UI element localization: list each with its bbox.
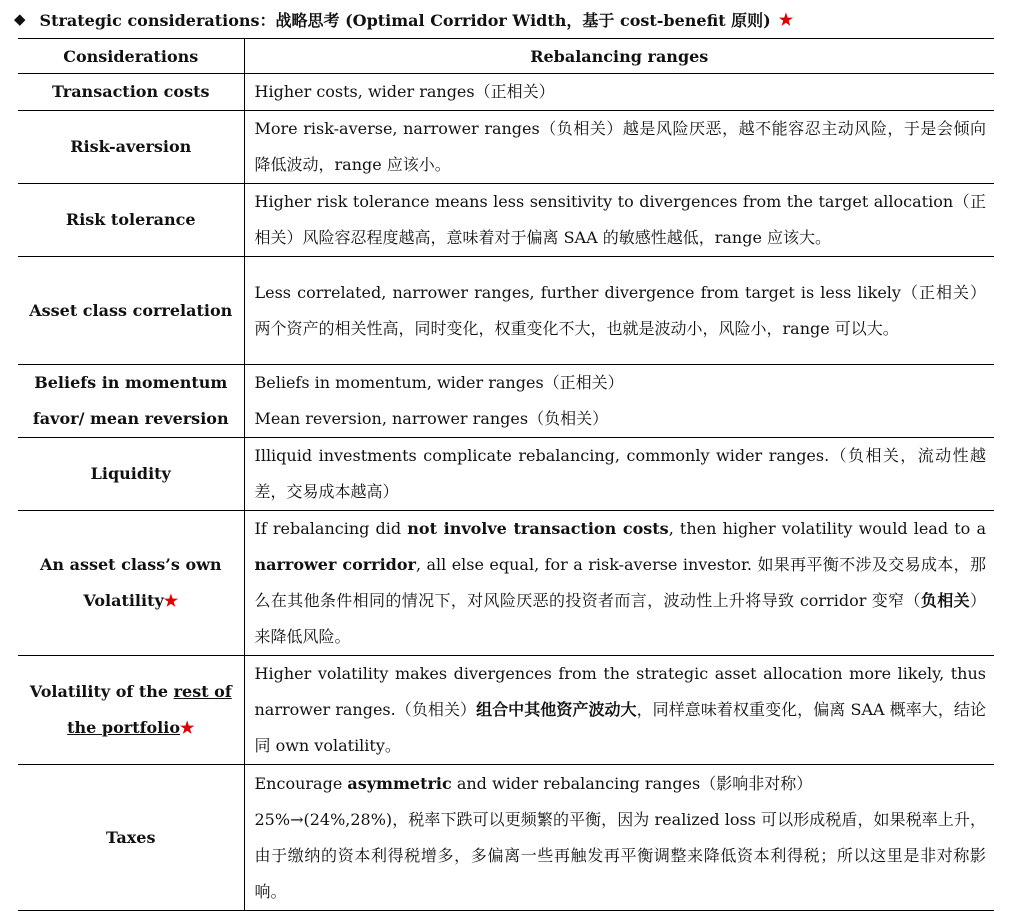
table-header-row bbox=[18, 39, 994, 74]
row-label-momentum bbox=[18, 365, 244, 438]
own-vol-text-g: ）来降低风险。 bbox=[254, 591, 986, 646]
table-row bbox=[18, 656, 994, 765]
row-text-momentum bbox=[244, 365, 994, 438]
rest-vol-label-b: rest of bbox=[173, 682, 232, 701]
own-vol-text-f: 负相关 bbox=[920, 591, 970, 610]
red-star-icon: ★ bbox=[778, 9, 794, 29]
row-text-risk-tolerance: Higher risk tolerance means less sensitivity to divergences from the target allocation（正相关）风险容忍程度越高，意味着对于偏离 SAA 的敏感性越低，range 应该大。 bbox=[244, 184, 994, 257]
taxes-line1-a: Encourage bbox=[254, 773, 348, 793]
row-text-transaction-costs: Higher costs, wider ranges（正相关） bbox=[244, 74, 994, 111]
rest-vol-text-c: ，同样意味着权重变化，偏离 SAA 概率大，结论同 own volatility。 bbox=[254, 700, 986, 755]
row-label-rest-volatility-line2 bbox=[18, 710, 244, 746]
header-considerations: Considerations bbox=[18, 39, 244, 74]
rest-vol-text-b: 组合中其他资产波动大 bbox=[476, 700, 637, 719]
own-vol-text-b: not involve transaction costs bbox=[407, 519, 669, 538]
table-row bbox=[18, 74, 994, 111]
taxes-line1-b: asymmetric bbox=[347, 773, 452, 793]
table-row bbox=[18, 184, 994, 257]
table-row bbox=[18, 511, 994, 656]
table-row bbox=[18, 111, 994, 184]
taxes-line1-c: and wider rebalancing ranges（影响非对称） bbox=[451, 773, 813, 793]
rest-vol-label-c: the portfolio bbox=[67, 718, 180, 737]
own-vol-text-a: If rebalancing did bbox=[254, 519, 408, 538]
section-heading bbox=[14, 4, 793, 34]
taxes-line1 bbox=[255, 766, 987, 802]
row-label-rest-volatility bbox=[18, 656, 244, 765]
row-text-own-volatility bbox=[244, 511, 994, 656]
row-text-taxes bbox=[244, 765, 994, 911]
red-star-icon: ★ bbox=[180, 718, 195, 737]
row-label-own-volatility bbox=[18, 511, 244, 656]
row-label-own-volatility-line2 bbox=[18, 583, 244, 619]
row-text-rest-volatility bbox=[244, 656, 994, 765]
heading-text: Strategic considerations：战略思考 (Optimal Corridor Width，基于 cost-benefit 原则) bbox=[39, 10, 771, 30]
row-label-risk-aversion: Risk-aversion bbox=[18, 111, 244, 184]
row-text-asset-class-correlation: Less correlated, narrower ranges, further divergence from target is less likely（正相关）两个资产的相关性高，同时变化，权重变化不大，也就是波动小，风险小，range 可以大。 bbox=[244, 257, 994, 365]
table-row bbox=[18, 438, 994, 511]
row-text-liquidity: Illiquid investments complicate rebalancing, commonly wider ranges.（负相关，流动性越差，交易成本越高） bbox=[244, 438, 994, 511]
table-row bbox=[18, 257, 994, 365]
red-star-icon: ★ bbox=[163, 591, 179, 610]
rest-vol-text-a: Higher volatility makes divergences from the strategic asset allocation more likely, thus narrower ranges.（负相关） bbox=[254, 664, 986, 719]
row-label-rest-volatility-line1 bbox=[18, 674, 244, 710]
header-rebalancing-ranges: Rebalancing ranges bbox=[244, 39, 994, 74]
row-label-momentum-line1: Beliefs in momentum bbox=[34, 373, 228, 392]
row-label-risk-tolerance: Risk tolerance bbox=[18, 184, 244, 257]
row-label-transaction-costs: Transaction costs bbox=[18, 74, 244, 111]
rest-vol-label-a: Volatility of the bbox=[29, 682, 174, 701]
own-vol-text-c: , then higher volatility would lead to a bbox=[668, 519, 986, 538]
considerations-table bbox=[18, 38, 994, 911]
row-text-risk-aversion: More risk-averse, narrower ranges（负相关）越是风险厌恶，越不能容忍主动风险，于是会倾向降低波动，range 应该小。 bbox=[244, 111, 994, 184]
taxes-line2: 25%→(24%,28%)，税率下跌可以更频繁的平衡，因为 realized loss 可以形成税盾，如果税率上升，由于缴纳的资本利得税增多，多偏离一些再触发再平衡调整来降低资本利得税；所以这里是非对称影响。 bbox=[254, 809, 986, 901]
own-vol-text-e: , all else equal, for a risk-averse investor. 如果再平衡不涉及交易成本，那么在其他条件相同的情况下，对风险厌恶的投资者而言，波动性上升将导致 corridor 变窄（ bbox=[254, 555, 987, 610]
row-text-momentum-line2: Mean reversion, narrower ranges（负相关） bbox=[254, 409, 609, 428]
row-label-momentum-line2: favor/ mean reversion bbox=[32, 409, 229, 428]
row-label-asset-class-correlation: Asset class correlation bbox=[18, 257, 244, 365]
row-label-own-volatility-line1: An asset class’s own bbox=[39, 555, 222, 574]
row-label-liquidity: Liquidity bbox=[18, 438, 244, 511]
table-row bbox=[18, 765, 994, 911]
own-vol-text-d: narrower corridor bbox=[254, 555, 416, 574]
own-volatility-word: Volatility bbox=[83, 591, 164, 610]
table-row bbox=[18, 365, 994, 438]
row-text-momentum-line1: Beliefs in momentum, wider ranges（正相关） bbox=[254, 373, 624, 392]
row-label-taxes: Taxes bbox=[18, 765, 244, 911]
diamond-bullet-icon: ◆ bbox=[14, 10, 26, 28]
